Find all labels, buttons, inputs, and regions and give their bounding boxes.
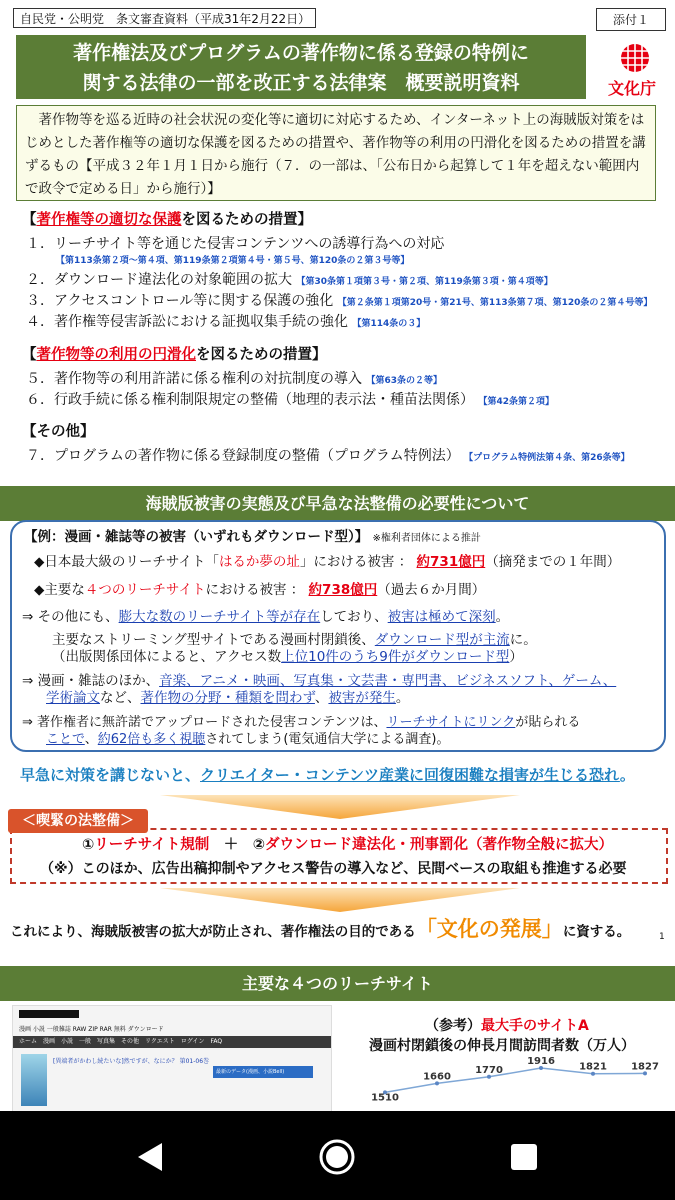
- point1-u1: 膨大な数のリーチサイト等が存在: [118, 609, 321, 625]
- conclusion-culture: 「文化の発展」: [415, 917, 563, 941]
- redacted-bar: [19, 1010, 79, 1018]
- data-label: 1660: [423, 1071, 451, 1083]
- page-title: [16, 35, 586, 99]
- bullet1-c: （摘発までの１年間）: [485, 554, 621, 570]
- logo-text: 文化庁: [608, 79, 657, 98]
- warning-u: クリエイター・コンテンツ産業に回復困難な損害が生じる恐れ: [200, 766, 620, 784]
- damage-point-2-line2: [46, 689, 409, 708]
- graph-ref-prefix: （参考）: [425, 1018, 481, 1034]
- urgent-line-1: [82, 836, 613, 855]
- point3-b: が貼られる: [515, 715, 581, 730]
- sidebar-header: 最新のデータ(漫画、小説Bell): [213, 1066, 313, 1078]
- piracy-section-banner: 海賊版被害の実態及び早急な法整備の必要性について: [0, 486, 675, 521]
- system-nav-bar: [0, 1111, 675, 1200]
- measure-text-3: ３．アクセスコントロール等に関する保護の強化: [26, 293, 334, 309]
- measure-text-5: ５．著作物等の利用許諾に係る権利の対抗制度の導入: [26, 371, 362, 387]
- page-number: 1: [659, 932, 665, 942]
- measure-item-2: [26, 270, 553, 292]
- bullet1-a: ◆日本最大級のリーチサイト「: [34, 554, 219, 570]
- measure-item-7: [26, 446, 630, 468]
- point1-u2: 被害は極めて深刻: [387, 609, 496, 625]
- data-label: 1916: [527, 1056, 555, 1068]
- warning-a: 早急に対策を講じないと、: [20, 766, 201, 784]
- bracket-open: 【: [22, 212, 37, 228]
- measure-ref-2: 【第30条第１項第３号・第２項、第119条第３項・第４項等】: [296, 277, 553, 287]
- point2-l2-a: など、: [100, 690, 141, 706]
- bullet2-c: （過去６か月間）: [377, 582, 486, 598]
- point1-a: ⇒ その他にも、: [22, 609, 119, 625]
- damage-box: [10, 520, 666, 752]
- measure-item-1: １．リーチサイト等を通じた侵害コンテンツへの誘導行為への対応: [26, 236, 445, 252]
- damage-heading-note: ※権利者団体による推計: [372, 533, 481, 544]
- graph-ref-site: 最大手のサイトA: [481, 1018, 589, 1034]
- point2-l2-u3: 被害が発生: [328, 690, 396, 706]
- point1-l3-u: 上位10件のうち9件がダウンロード型: [281, 649, 510, 665]
- urgent-download-illegal: ダウンロード違法化・刑事罰化（著作物全般に拡大）: [265, 837, 614, 853]
- section-heading-rest: を図るための措置】: [181, 212, 312, 228]
- bullet2-b: における被害 ：: [205, 582, 305, 598]
- measure-ref-1: 【第113条第２項～第４項、第119条第２項第４号・第５号、第120条の２第３号等】: [56, 256, 410, 266]
- point1-l3-a: （出版関係団体によると、アクセス数: [52, 649, 282, 665]
- section-heading-smooth-use: [22, 343, 327, 364]
- measure-item-5: [26, 369, 442, 391]
- conclusion-b: に資する。: [562, 924, 631, 940]
- bullet2-amount: 約738億円: [308, 582, 378, 598]
- measure-item-3: [26, 291, 652, 313]
- site-navbar: ホーム 漫画 小説 一般 写真集 その他 リクエスト ログイン FAQ: [13, 1036, 331, 1048]
- down-arrow-icon: [160, 795, 520, 819]
- down-arrow-icon-2: [160, 888, 520, 912]
- bullet1-site: はるか夢の址: [218, 554, 300, 570]
- measure-item-4: [26, 312, 425, 334]
- point2-a: ⇒ 漫画・雑誌のほか、: [22, 673, 160, 689]
- section-heading-red: 著作権等の適切な保護: [36, 212, 182, 228]
- point3-l2-a: 、: [84, 732, 98, 747]
- damage-bullet-1: [34, 553, 620, 572]
- post-title: [異端者がかわし続たいな]然ですが、なにか？ 第01-06巻: [53, 1058, 210, 1065]
- point2-l2-c: 。: [395, 690, 410, 706]
- point2-l2-u2: 著作物の分野・種類を問わず: [140, 690, 315, 706]
- point2-l2-u1: 学術論文: [46, 690, 100, 706]
- attachment-label: 添付１: [596, 8, 666, 31]
- graph-ref: [425, 1015, 589, 1035]
- data-label: 1827: [631, 1061, 659, 1073]
- measure-ref-7: 【プログラム特例法第４条、第26条等】: [464, 453, 630, 463]
- urgent-a: ①: [82, 837, 95, 853]
- urgent-b: ＋ ②: [209, 837, 266, 853]
- document-tag: 自民党・公明党 条文審査資料（平成31年2月22日）: [13, 8, 316, 28]
- title-line-1: 著作権法及びプログラムの著作物に係る登録の特例に: [73, 42, 529, 64]
- point1-l2-a: 主要なストリーミング型サイトである漫画村閉鎖後、: [52, 632, 375, 648]
- measure-item-6: [26, 390, 554, 412]
- point3-l2-u2: 約62倍も多く視聴: [97, 732, 206, 747]
- measure-ref-5: 【第63条の２等】: [366, 376, 442, 386]
- bullet1-amount: 約731億円: [416, 554, 486, 570]
- site-screenshot: [12, 1005, 332, 1113]
- section-heading-other: 【その他】: [22, 424, 95, 440]
- measure-ref-6: 【第42条第２項】: [478, 397, 554, 407]
- conclusion: [10, 913, 630, 943]
- warning-statement: [20, 764, 635, 785]
- agency-logo: [602, 40, 668, 96]
- point1-l3-b: ）: [509, 649, 523, 665]
- measure-ref-4: 【第114条の３】: [352, 319, 426, 329]
- damage-bullet-2: [34, 581, 485, 600]
- title-line-2: 関する法律の一部を改正する法律案 概要説明資料: [82, 72, 520, 94]
- point1-c: 。: [495, 609, 510, 625]
- point1-b: しており、: [320, 609, 388, 625]
- visitors-graph: [345, 1005, 670, 1111]
- measure-text-2: ２．ダウンロード違法化の対象範囲の拡大: [26, 272, 292, 288]
- urgent-line-2: （※）このほか、広告出稿抑制やアクセス警告の導入など、民間ベースの取組も推進する必要: [40, 861, 627, 877]
- bullet2-sites: ４つのリーチサイト: [84, 582, 206, 598]
- section2-heading-red: 著作物等の利用の円滑化: [36, 347, 196, 363]
- damage-heading-text: 【例：漫画・雑誌等の被害（いずれもダウンロード型）】: [24, 529, 369, 545]
- back-icon[interactable]: [132, 1139, 168, 1175]
- measure-text-4: ４．著作権等侵害訴訟における証拠収集手続の強化: [26, 314, 348, 330]
- home-icon[interactable]: [317, 1137, 357, 1177]
- section-heading-protection: [22, 208, 312, 229]
- point3-l2-b: されてしまう(電気通信大学による調査)。: [205, 732, 450, 747]
- point3-l2-u1: ことで: [46, 732, 85, 747]
- measure-text-7: ７．プログラムの著作物に係る登録制度の整備（プログラム特例法）: [26, 448, 460, 464]
- point3-a: ⇒ 著作権者に無許諾でアップロードされた侵害コンテンツは、: [22, 715, 387, 730]
- measure-ref-3: 【第２条第１項第20号・第21号、第113条第７項、第120条の２第４号等】: [337, 298, 653, 308]
- data-label: 1821: [579, 1061, 607, 1073]
- point1-l2-b: に。: [509, 632, 537, 648]
- conclusion-a: これにより、海賊版被害の拡大が防止され、著作権法の目的である: [10, 924, 416, 940]
- damage-heading: [24, 528, 481, 548]
- recents-icon[interactable]: [508, 1141, 540, 1173]
- summary-box: 著作物等を巡る近時の社会状況の変化等に適切に対応するため、インターネット上の海賊版対策をはじめとした著作権等の適切な保護を図るための措置や、著作物等の利用の円滑化を図るための措置を講ずるもの【平成３２年１月１日から施行（７．の一部は、「公布日から起算して１年を超えない範囲内で政令で定める日」から施行）】: [16, 105, 656, 201]
- bullet2-a: ◆主要な: [34, 582, 85, 598]
- damage-point-1-line3: [52, 648, 523, 667]
- point2-u: 音楽、アニメ・映画、写真集・文芸書・専門書、ビジネスソフト、ゲーム、: [159, 673, 617, 689]
- section2-heading-rest: を図るための措置】: [196, 347, 327, 363]
- warning-b: 。: [619, 766, 635, 784]
- reach-sites-banner: 主要な４つのリーチサイト: [0, 966, 675, 1001]
- data-label: 1770: [475, 1064, 503, 1076]
- urgent-tag: ＜喫緊の法整備＞: [8, 809, 148, 833]
- urgent-legislation-box: [10, 828, 668, 884]
- urgent-reach-site-regulation: リーチサイト規制: [94, 837, 210, 853]
- point3-u: リーチサイトにリンク: [386, 715, 516, 730]
- data-label: 1510: [371, 1092, 399, 1104]
- bracket-open-2: 【: [22, 347, 37, 363]
- point2-l2-b: 、: [314, 690, 329, 706]
- cover-image: [21, 1054, 47, 1106]
- graph-plot: [345, 1055, 670, 1111]
- damage-point-3-line2: [46, 730, 449, 749]
- site-title-small: 漫画 小説 一般雑誌 RAW ZIP RAR 無料 ダウンロード: [19, 1026, 164, 1033]
- measure-text-6: ６．行政手続に係る権利制限規定の整備（地理的表示法・種苗法関係）: [26, 392, 474, 408]
- graph-title: 漫画村閉鎖後の伸長月間訪問者数（万人）: [369, 1038, 635, 1054]
- damage-point-1: [22, 608, 509, 627]
- point1-l2-u: ダウンロード型が主流: [374, 632, 510, 648]
- bullet1-b: 」における被害 ：: [299, 554, 413, 570]
